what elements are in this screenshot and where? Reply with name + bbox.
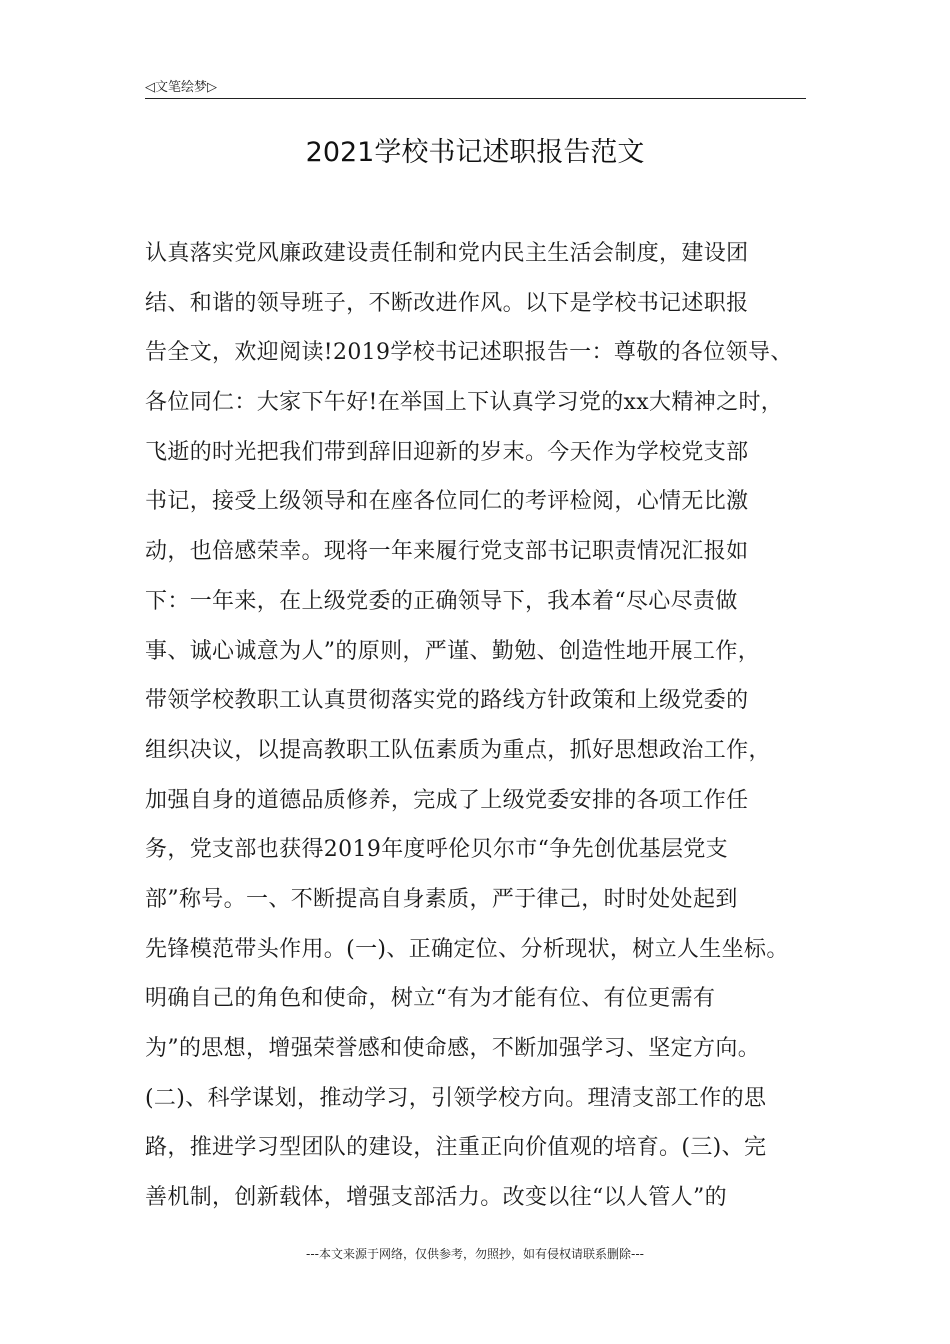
body-line: 飞逝的时光把我们带到辞旧迎新的岁末。今天作为学校党支部 [145, 439, 749, 465]
body-line: 告全文，欢迎阅读!2019学校书记述职报告一：尊敬的各位领导、 [145, 340, 793, 366]
body-line: 认真落实党风廉政建设责任制和党内民主生活会制度，建设团 [145, 241, 749, 266]
body-line: 组织决议，以提高教职工队伍素质为重点，抓好思想政治工作， [145, 737, 771, 763]
body-line: 书记，接受上级领导和在座各位同仁的考评检阅，心情无比激 [145, 489, 749, 515]
body-line: 各位同仁：大家下午好!在举国上下认真学习党的xx大精神之时， [145, 390, 784, 416]
body-line: (二)、科学谋划，推动学习，引领学校方向。理清支部工作的思 [145, 1085, 767, 1111]
footer-disclaimer: ---本文来源于网络，仅供参考，勿照抄，如有侵权请联系删除--- [306, 1247, 644, 1261]
body-line: 路，推进学习型团队的建设，注重正向价值观的培育。(三)、完 [145, 1135, 767, 1161]
header-label: ◁文笔绘梦▷ [145, 80, 217, 95]
body-line: 明确自己的角色和使命，树立“有为才能有位、有位更需有 [145, 986, 716, 1012]
body-line: 加强自身的道德品质修养，完成了上级党委安排的各项工作任 [145, 787, 749, 813]
body-line: 先锋模范带头作用。(一)、正确定位、分析现状，树立人生坐标。 [145, 936, 789, 962]
body-line: 结、和谐的领导班子，不断改进作风。以下是学校书记述职报 [145, 290, 749, 316]
body-line: 务，党支部也获得2019年度呼伦贝尔市“争先创优基层党支 [145, 837, 729, 863]
body-line: 善机制，创新载体，增强支部活力。改变以往“以人管人”的 [145, 1185, 727, 1211]
body-line: 为”的思想，增强荣誉感和使命感，不断加强学习、坚定方向。 [145, 1036, 761, 1061]
body-line: 动，也倍感荣幸。现将一年来履行党支部书记职责情况汇报如 [145, 539, 749, 565]
page-header [145, 74, 806, 99]
body-line: 事、诚心诚意为人”的原则，严谨、勤勉、创造性地开展工作， [145, 638, 761, 664]
document-body [145, 229, 835, 1223]
body-line: 部”称号。一、不断提高自身素质，严于律己，时时处处起到 [145, 886, 738, 912]
body-line: 下：一年来，在上级党委的正确领导下，我本着“尽心尽责做 [145, 588, 738, 614]
document-title: 2021学校书记述职报告范文 [305, 137, 645, 168]
body-line: 带领学校教职工认真贯彻落实党的路线方针政策和上级党委的 [145, 688, 749, 714]
